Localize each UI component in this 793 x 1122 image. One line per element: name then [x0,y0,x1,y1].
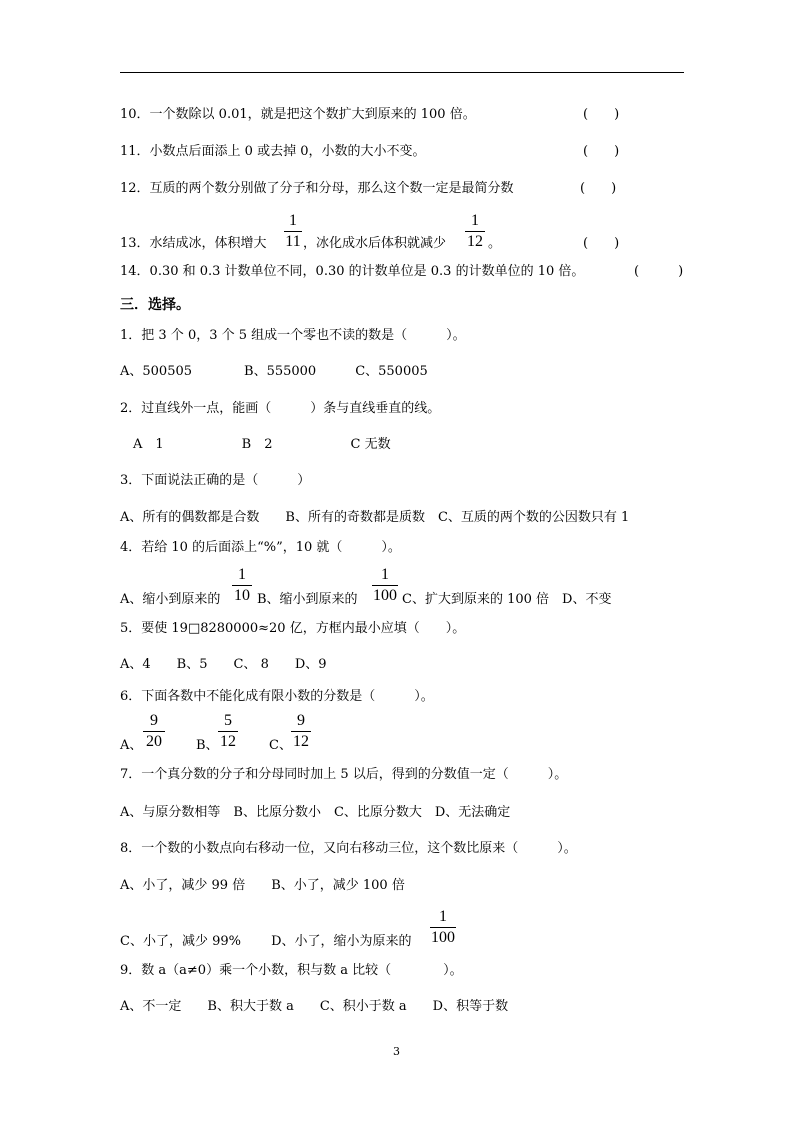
choice-q6-option-c: C、 [269,738,292,753]
fraction-bar [218,731,238,732]
fraction-numerator: 9 [150,712,158,729]
fraction-numerator: 5 [224,712,232,729]
choice-q4-option-b: B、缩小到原来的 [257,592,358,607]
fraction-denominator: 12 [467,233,483,250]
choice-q6: 6．下面各数中不能化成有限小数的分数是（ ）。 [120,689,434,704]
judge-q13-part3: 。 [488,236,502,251]
fraction-bar [430,927,456,928]
fraction-numerator: 1 [289,212,297,229]
fraction-1-100 [372,566,398,605]
judge-q13-part2: ，冰化成水后体积就减少 [303,236,447,251]
fraction-1-100-q8 [430,908,456,947]
fraction-bar [372,585,398,586]
fraction-bar [291,731,311,732]
choice-q5-options: A、4 B、5 C、 8 D、9 [120,657,327,672]
fraction-denominator: 20 [146,733,162,750]
choice-q6-option-b: B、 [196,738,219,753]
answer-blank-q12: ( ) [580,181,617,196]
fraction-1-12 [465,212,485,251]
fraction-bar [143,731,165,732]
judge-q10: 10．一个数除以 0.01，就是把这个数扩大到原来的 100 倍。 [120,107,476,122]
fraction-1-10 [232,566,252,605]
choice-q7: 7．一个真分数的分子和分母同时加上 5 以后，得到的分数值一定（ ）。 [120,767,568,782]
fraction-numerator: 1 [238,566,246,583]
choice-q4-option-c-d: C、扩大到原来的 100 倍 D、不变 [402,592,612,607]
choice-q9-options: A、不一定 B、积大于数 a C、积小于数 a D、积等于数 [120,999,509,1014]
fraction-denominator: 10 [234,587,250,604]
judge-q13-part1: 13．水结成冰，体积增大 [120,236,267,251]
page-number: 3 [393,1045,400,1058]
choice-q8-options-cd: C、小了，减少 99% D、小了，缩小为原来的 [120,934,412,949]
choice-q8-options-ab: A、小了，减少 99 倍 B、小了，减少 100 倍 [120,878,405,893]
choice-q3: 3．下面说法正确的是（ ） [120,473,311,488]
fraction-5-12 [218,712,238,751]
answer-blank-q14: ( ) [634,264,684,279]
section-heading-choice: 三．选择。 [120,297,190,313]
fraction-bar [232,585,252,586]
answer-blank-q11: ( ) [583,144,620,159]
choice-q3-options: A、所有的偶数都是合数 B、所有的奇数都是质数 C、互质的两个数的公因数只有 1 [120,510,630,525]
choice-q9: 9．数 a（a≠0）乘一个小数，积与数 a 比较（ ）。 [120,963,463,978]
fraction-denominator: 12 [293,733,309,750]
judge-q14: 14．0.30 和 0.3 计数单位不同，0.30 的计数单位是 0.3 的计数单位的 10 倍。 [120,264,585,279]
choice-q2-options: A 1 B 2 C 无数 [120,437,391,452]
fraction-numerator: 1 [381,566,389,583]
fraction-9-12 [291,712,311,751]
choice-q6-option-a: A、 [120,738,143,753]
header-rule [120,72,684,73]
fraction-1-11 [284,212,302,251]
fraction-denominator: 100 [431,929,455,946]
fraction-bar [465,231,485,232]
choice-q2: 2．过直线外一点，能画（ ）条与直线垂直的线。 [120,401,441,416]
fraction-numerator: 1 [471,212,479,229]
fraction-bar [284,231,302,232]
fraction-numerator: 9 [297,712,305,729]
fraction-denominator: 11 [285,233,301,250]
choice-q7-options: A、与原分数相等 B、比原分数小 C、比原分数大 D、无法确定 [120,805,511,820]
choice-q1-options: A、500505 B、555000 C、550005 [120,364,428,379]
choice-q5: 5．要使 19□8280000≈20 亿，方框内最小应填（ ）。 [120,621,466,636]
answer-blank-q10: ( ) [583,107,620,122]
choice-q4: 4．若给 10 的后面添上“%”，10 就（ ）。 [120,540,401,555]
choice-q4-option-a: A、缩小到原来的 [120,592,221,607]
choice-q8: 8．一个数的小数点向右移动一位，又向右移动三位，这个数比原来（ ）。 [120,841,577,856]
answer-blank-q13: ( ) [583,236,620,251]
fraction-9-20 [143,712,165,751]
judge-q12: 12．互质的两个数分别做了分子和分母，那么这个数一定是最简分数 [120,181,514,196]
fraction-numerator: 1 [439,908,447,925]
judge-q11: 11．小数点后面添上 0 或去掉 0，小数的大小不变。 [120,144,426,159]
fraction-denominator: 100 [373,587,397,604]
fraction-denominator: 12 [220,733,236,750]
choice-q1: 1．把 3 个 0，3 个 5 组成一个零也不读的数是（ ）。 [120,328,466,343]
